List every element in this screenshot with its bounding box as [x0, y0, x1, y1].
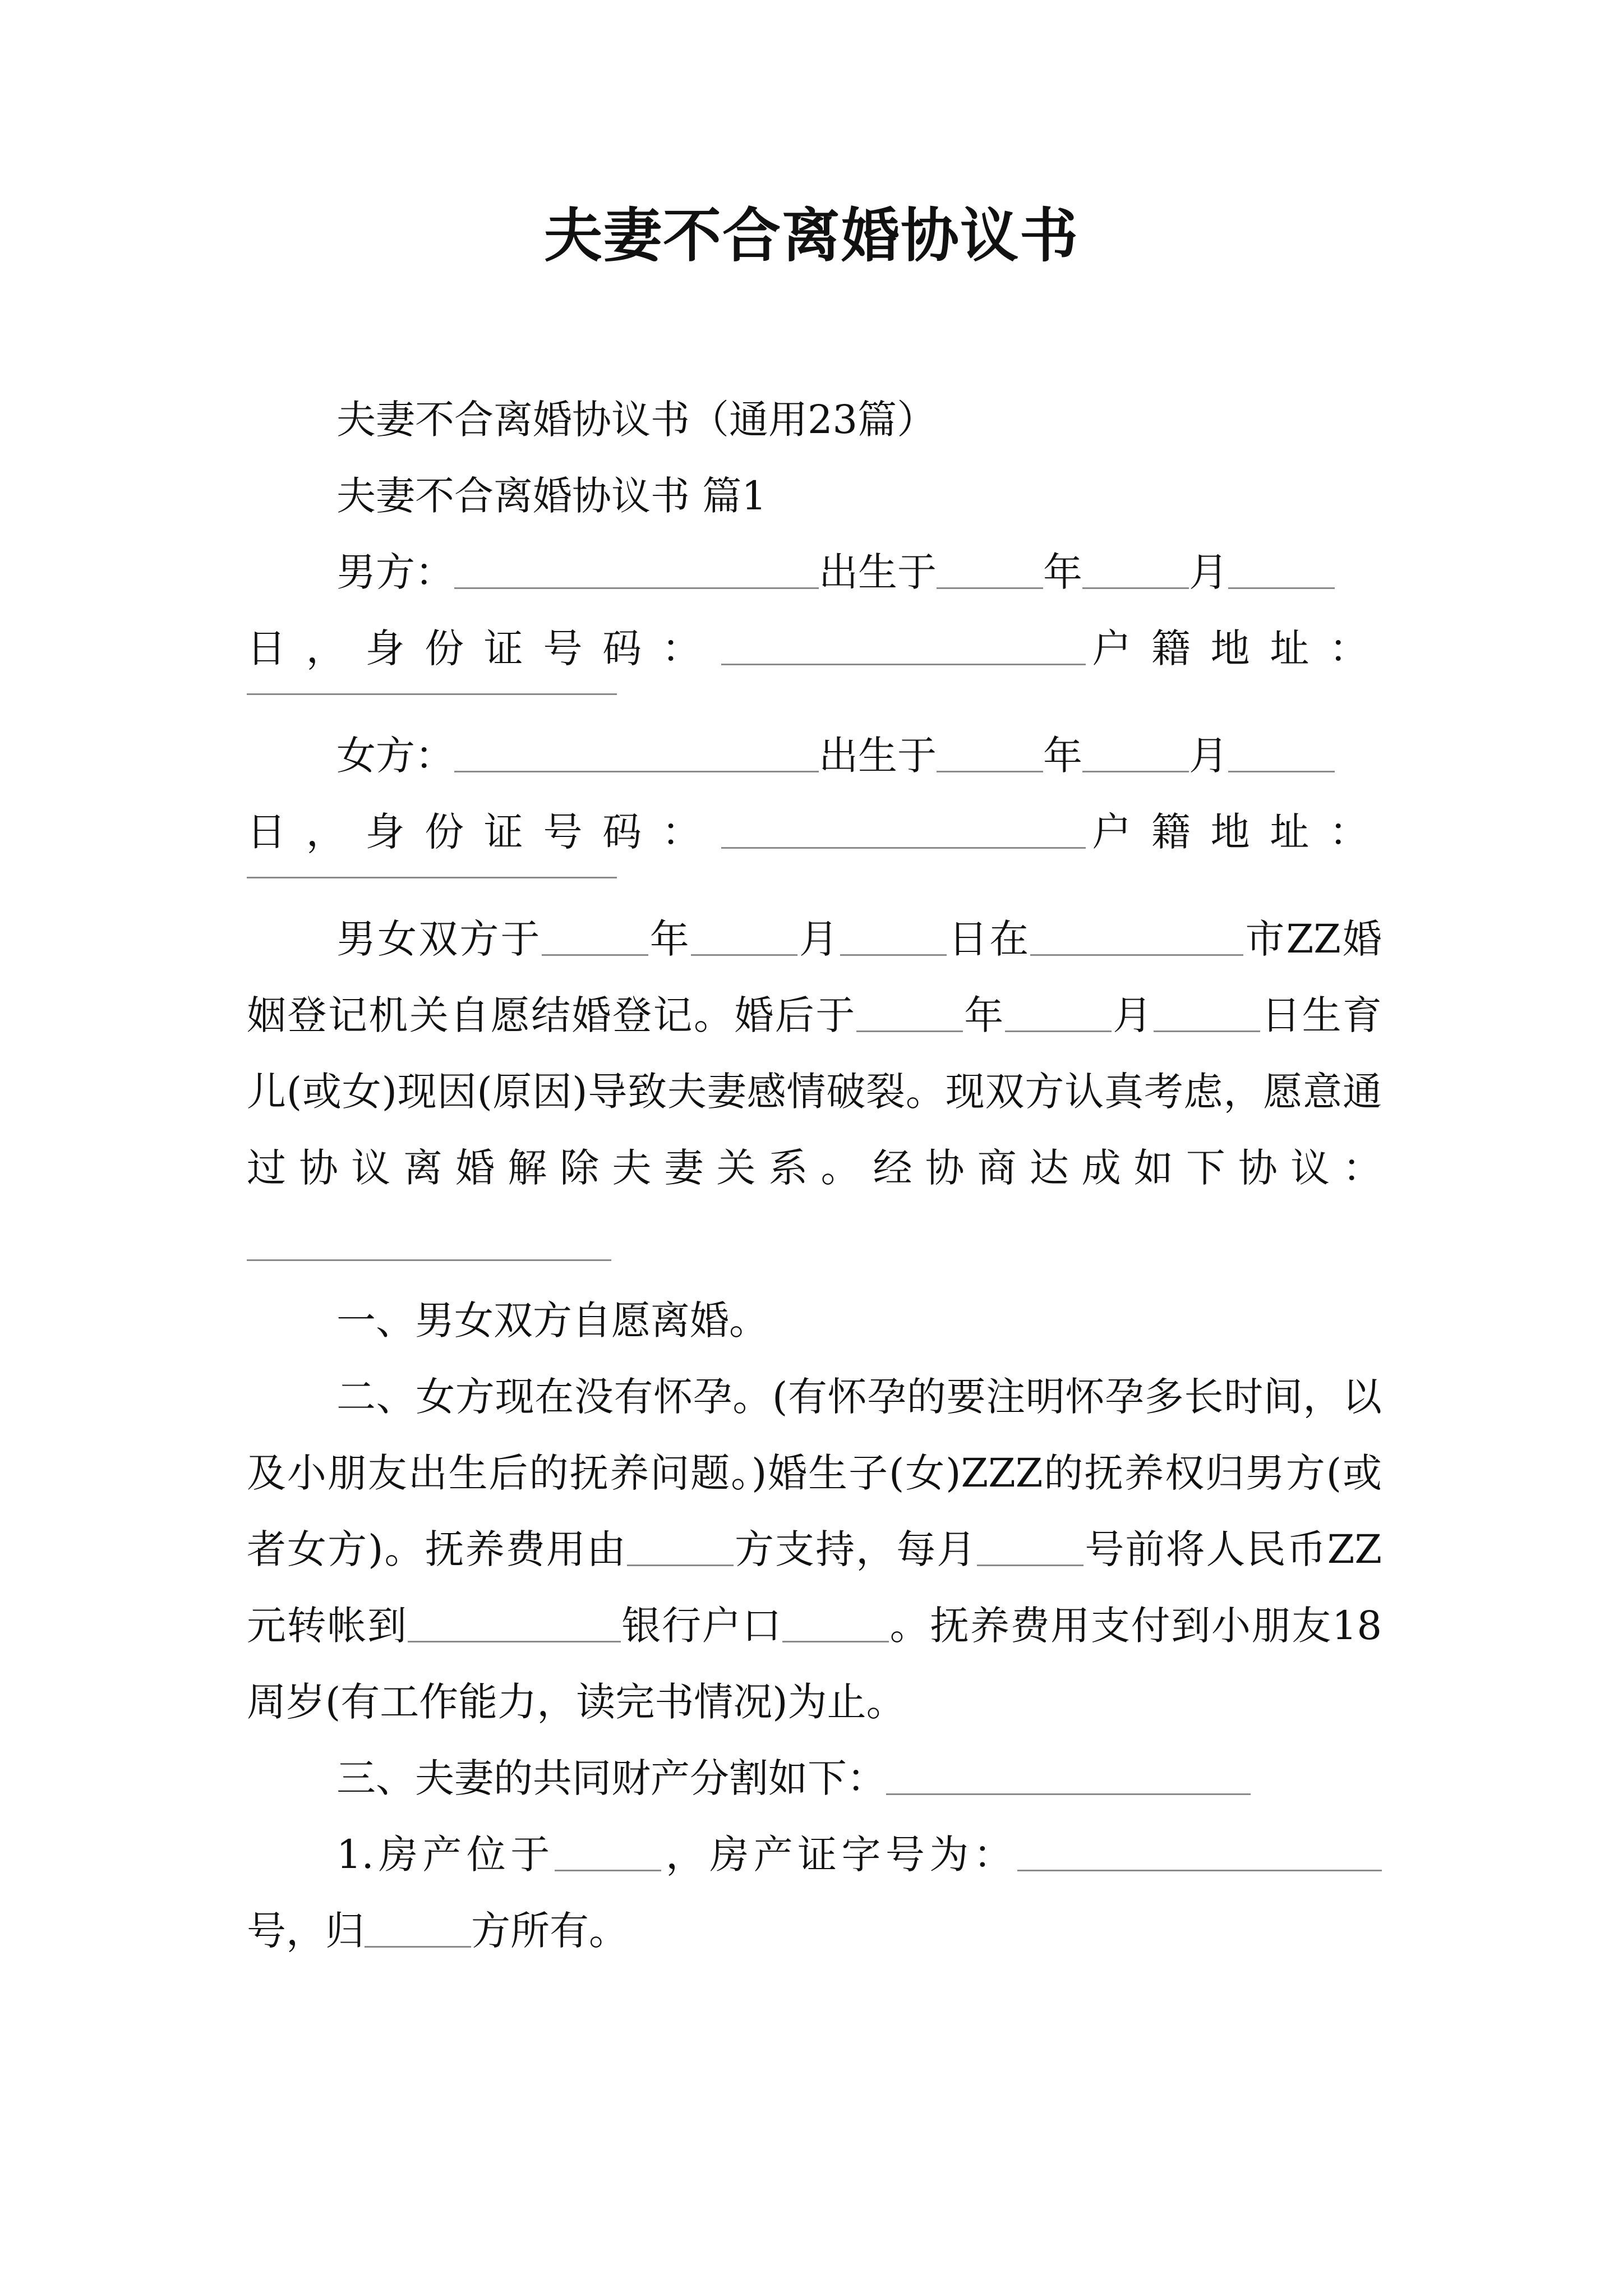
man-address-blank [247, 692, 617, 695]
house-owner-blank [365, 1910, 471, 1948]
woman-name-blank [454, 735, 819, 772]
marriage-city-blank [1030, 918, 1243, 956]
woman-info-line: 女方： 出生于 年 月 [247, 717, 1382, 794]
woman-birth-month-blank [1082, 735, 1189, 772]
support-day-blank [977, 1529, 1083, 1566]
item-3: 三、夫妻的共同财产分割如下： [247, 1740, 1382, 1816]
woman-address-blank [247, 876, 617, 878]
woman-id-blank [721, 811, 1086, 849]
man-id-line: 日，身份证号码： 户籍地址： [247, 625, 1382, 671]
woman-id-line: 日，身份证号码： 户籍地址： [247, 809, 1382, 855]
property-blank [886, 1757, 1251, 1795]
subtitle: 夫妻不合离婚协议书（通用23篇） [336, 397, 937, 443]
birth-month-blank [1005, 995, 1112, 1032]
marriage-paragraph: 男女双方于 年 月 日在 市ZZ婚姻登记机关自愿结婚登记。婚后于 年 月 日生育儿(或女)现因(原因)导致夫妻感情破裂。现双方认真考虑，愿意通过协议离婚解除夫妻关系。经协商达成如下协议： [247, 901, 1382, 1282]
birth-year-blank [856, 995, 963, 1032]
house-location-blank [555, 1834, 661, 1871]
item-3-1: 1.房产位于 ，房产证字号为：号，归 方所有。 [247, 1816, 1382, 1969]
support-party-blank [627, 1529, 734, 1566]
man-birth-year-blank [937, 551, 1043, 589]
bank-account-blank [782, 1605, 889, 1642]
woman-birth-year-blank [937, 735, 1043, 772]
item-2: 二、女方现在没有怀孕。(有怀孕的要注明怀孕多长时间，以及小朋友出生后的抚养问题。)婚生子(女)ZZZ的抚养权归男方(或者女方)。抚养费用由 方支持，每月 号前将人民币ZZ元转帐到 银行户口 。抚养费用支付到小朋友18周岁(有工作能力，读完书情况)为止。 [247, 1374, 1382, 1725]
man-birth-month-blank [1082, 551, 1189, 589]
man-info-line: 男方： 出生于 年 月 [247, 534, 1382, 610]
woman-birth-day-blank [1228, 735, 1335, 772]
marriage-day-blank [840, 918, 947, 956]
bank-name-blank [408, 1605, 621, 1642]
man-birth-day-blank [1228, 551, 1335, 589]
man-name-blank [454, 551, 819, 589]
house-certificate-blank [1017, 1834, 1382, 1871]
agreement-blank [247, 1223, 611, 1261]
birth-day-blank [1154, 995, 1260, 1032]
section-heading: 夫妻不合离婚协议书 篇1 [336, 473, 767, 519]
item-1: 一、男女双方自愿离婚。 [336, 1297, 768, 1343]
document-body [247, 381, 1382, 1969]
marriage-month-blank [691, 918, 797, 956]
document-title: 夫妻不合离婚协议书 [543, 201, 1079, 270]
man-id-blank [721, 628, 1086, 665]
marriage-year-blank [542, 918, 648, 956]
